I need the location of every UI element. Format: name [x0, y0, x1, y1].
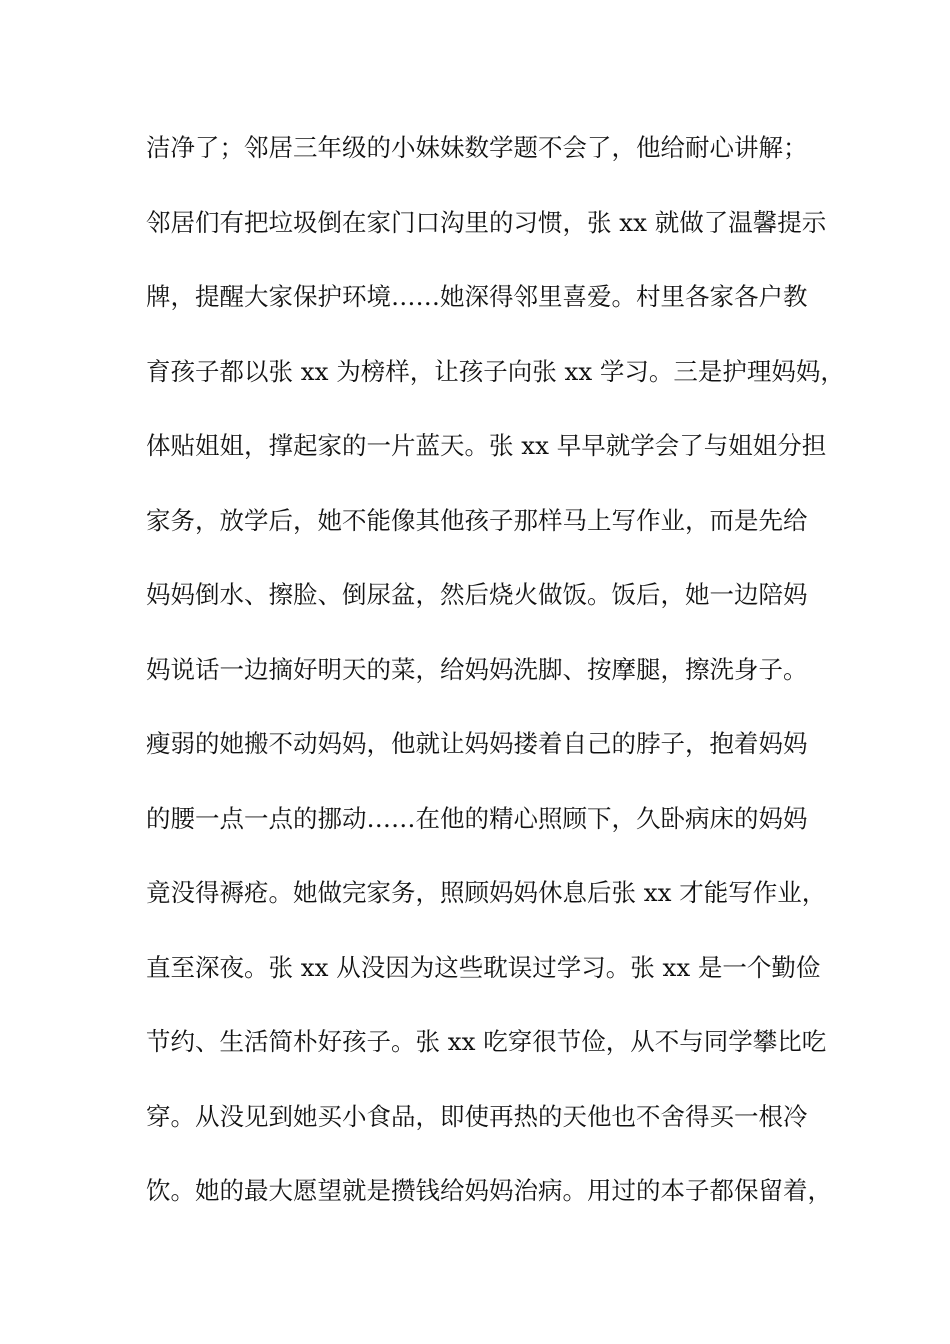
text-line-12: 直至深夜。张 xx 从没因为这些耽误过学习。张 xx 是一个勤俭 — [146, 952, 821, 982]
text-line-9: 瘦弱的她搬不动妈妈，他就让妈妈搂着自己的脖子，抱着妈妈 — [146, 729, 808, 758]
text-line-11: 竟没得褥疮。她做完家务，照顾妈妈休息后张 xx 才能写作业， — [146, 878, 827, 907]
text-line-10: 的腰一点一点的挪动……在他的精心照顾下，久卧病床的妈妈 — [146, 803, 808, 833]
text-line-14: 穿。从没见到她买小食品，即使再热的天他也不舍得买一根冷 — [146, 1101, 808, 1131]
text-line-7: 妈妈倒水、擦脸、倒尿盆，然后烧火做饭。饭后，她一边陪妈 — [146, 580, 808, 609]
text-line-2: 邻居们有把垃圾倒在家门口沟里的习惯，张 xx 就做了温馨提示 — [146, 207, 827, 237]
body-text — [146, 125, 845, 1243]
text-line-3: 牌，提醒大家保护环境……她深得邻里喜爱。村里各家各户教 — [146, 282, 808, 311]
text-line-4: 育孩子都以张 xx 为榜样，让孩子向张 xx 学习。三是护理妈妈， — [146, 356, 845, 386]
text-line-15: 饮。她的最大愿望就是攒钱给妈妈治病。用过的本子都保留着， — [146, 1176, 832, 1205]
text-line-1: 洁净了；邻居三年级的小妹妹数学题不会了，他给耐心讲解； — [146, 133, 808, 162]
text-line-5: 体贴姐姐，撑起家的一片蓝天。张 xx 早早就学会了与姐姐分担 — [146, 431, 827, 460]
text-line-8: 妈说话一边摘好明天的菜，给妈妈洗脚、按摩腿，擦洗身子。 — [146, 654, 808, 684]
text-line-13: 节约、生活简朴好孩子。张 xx 吃穿很节俭，从不与同学攀比吃 — [146, 1027, 827, 1056]
text-line-6: 家务，放学后，她不能像其他孩子那样马上写作业，而是先给 — [146, 505, 808, 535]
